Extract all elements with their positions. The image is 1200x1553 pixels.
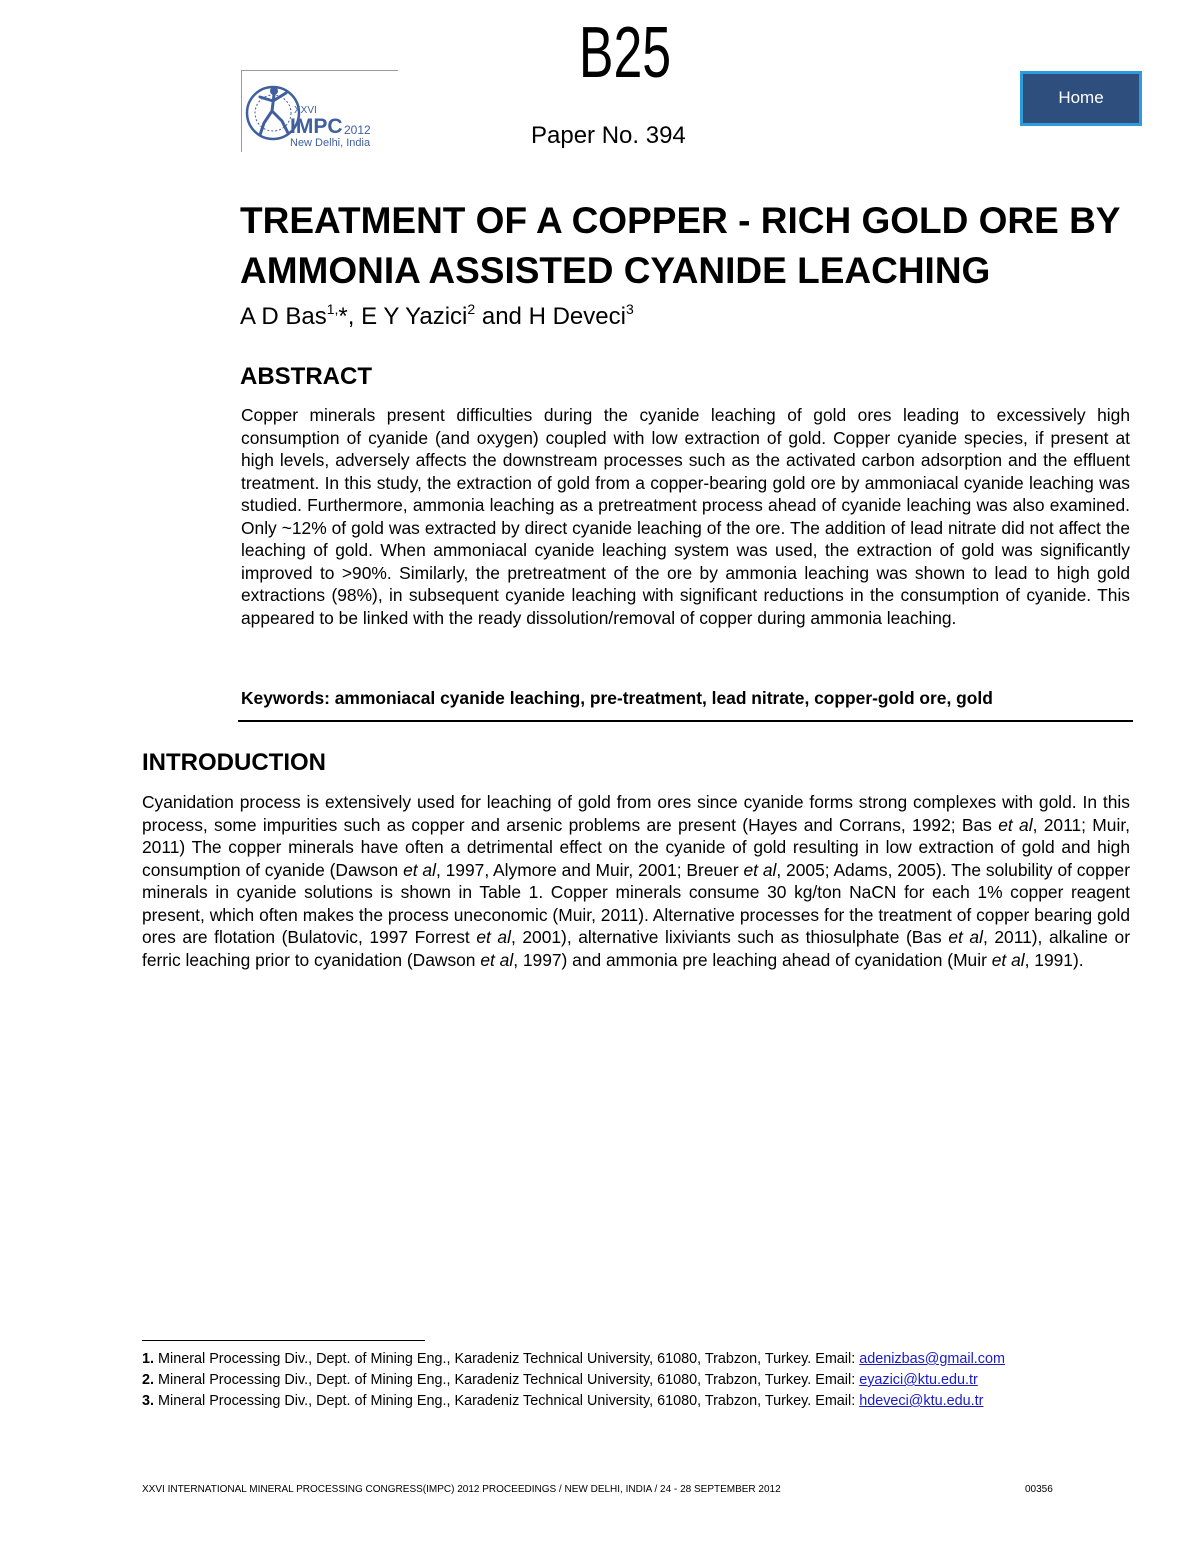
italic-citation: et al — [743, 859, 777, 880]
logo-name: IMPC — [290, 115, 343, 138]
email-link[interactable]: eyazici@ktu.edu.tr — [859, 1372, 978, 1388]
paper-number: Paper No. 394 — [531, 122, 686, 149]
logo-edition: XXVI — [294, 105, 317, 116]
paper-title: TREATMENT OF A COPPER - RICH GOLD ORE BY AMMONIA ASSISTED CYANIDE LEACHING — [240, 200, 1120, 291]
author-affiliation-mark: 1, — [326, 301, 339, 317]
author-name: H Deveci — [528, 303, 626, 330]
introduction-text — [142, 791, 1130, 971]
logo-place: New Delhi, India — [290, 137, 371, 149]
corresponding-author-mark: * — [338, 303, 348, 330]
footnote-3 — [142, 1391, 1142, 1411]
italic-citation: et al — [480, 949, 514, 970]
footnote-number: 1. — [142, 1351, 155, 1367]
text-run: Cyanidation process is extensively used for leaching of gold from ores since cyanide forms strong complexes with gold. In this process, some impurities such as copper and arsenic problems are present (Hayes and Corrans, 1992; Bas — [142, 792, 1130, 835]
author-affiliation-mark: 2 — [467, 301, 476, 317]
email-link[interactable]: adenizbas@gmail.com — [859, 1351, 1005, 1367]
section-divider — [238, 720, 1133, 722]
author-name: A D Bas — [240, 303, 327, 330]
author-name: E Y Yazici — [361, 303, 468, 330]
logo-year: 2012 — [344, 123, 371, 137]
italic-citation: et al — [998, 814, 1033, 835]
email-link[interactable]: hdeveci@ktu.edu.tr — [859, 1393, 984, 1409]
proceedings-footer: XXVI INTERNATIONAL MINERAL PROCESSING CONGRESS(IMPC) 2012 PROCEEDINGS / NEW DELHI, INDIA / 24 - 28 SEPTEMBER 2012 — [142, 1484, 781, 1495]
footnote-text: Mineral Processing Div., Dept. of Mining Eng., Karadeniz Technical University, 61080, Trabzon, Turkey. Email: — [154, 1372, 860, 1388]
impc-logo — [241, 70, 398, 152]
footnote-1 — [142, 1349, 1142, 1369]
author-affiliation-mark: 3 — [625, 301, 634, 317]
italic-citation: et al — [948, 927, 983, 947]
author-separator: , — [347, 303, 362, 330]
footnote-number: 3. — [142, 1393, 155, 1409]
footnote-number: 2. — [142, 1372, 155, 1388]
text-run: , 1997, Alymore and Muir, 2001; Breuer — [435, 859, 744, 880]
text-run: , 2011; Muir, 2011) The copper minerals have often a detrimental effect on the cyanide of gold resulting in low extraction of gold and high consumption of cyanide (Dawson — [142, 814, 1130, 880]
home-button[interactable]: Home — [1020, 71, 1142, 126]
text-run: , 1991). — [1024, 949, 1084, 970]
text-run: , 2001), alternative lixiviants such as thiosulphate (Bas — [510, 927, 949, 947]
session-code: B25 — [578, 13, 672, 93]
footnote-text: Mineral Processing Div., Dept. of Mining Eng., Karadeniz Technical University, 61080, Trabzon, Turkey. Email: — [154, 1393, 860, 1409]
italic-citation: et al — [991, 949, 1025, 970]
page-number: 00356 — [1025, 1484, 1053, 1495]
italic-citation: et al — [476, 927, 511, 947]
footnote-2 — [142, 1370, 1142, 1390]
abstract-text: Copper minerals present difficulties during the cyanide leaching of gold ores leading to excessively high consumption of cyanide (and oxygen) coupled with low extraction of gold. Copper cyanide species, if present at high levels, adversely affects the downstream processes such as the activated carbon adsorption and the effluent treatment. In this study, the extraction of gold from a copper-bearing gold ore by ammoniacal cyanide leaching was studied. Furthermore, ammonia leaching as a pretreatment process ahead of cyanide leaching was also examined. Only ~12% of gold was extracted by direct cyanide leaching of the ore. The addition of lead nitrate did not affect the leaching of gold. When ammoniacal cyanide leaching system was used, the extraction of gold was significantly improved to >90%. Similarly, the pretreatment of the ore by ammonia leaching was shown to lead to high gold extractions (98%), in subsequent cyanide leaching with significant reductions in the consumption of cyanide. This appeared to be linked with the ready dissolution/removal of copper during ammonia leaching. — [241, 405, 1130, 628]
text-run: , 2005; Adams, 2005). The solubility of copper minerals in cyanide solutions is shown in Table 1. Copper minerals consume 30 kg/ton NaCN for each 1% copper reagent present, which often makes the process uneconomic (Muir, 2011). Alternative processes for the treatment of copper bearing gold ores are flotation (Bulatovic, 1997 Forrest — [142, 859, 1130, 947]
author-separator: and — [475, 303, 529, 330]
keywords: Keywords: ammoniacal cyanide leaching, pre-treatment, lead nitrate, copper-gold ore, gold — [241, 688, 993, 708]
footnote-text: Mineral Processing Div., Dept. of Mining Eng., Karadeniz Technical University, 61080, Trabzon, Turkey. Email: — [154, 1351, 860, 1367]
abstract-heading: ABSTRACT — [240, 363, 372, 390]
footnote-divider — [142, 1340, 425, 1341]
text-run: , 1997) and ammonia pre leaching ahead of cyanidation (Muir — [513, 949, 992, 970]
italic-citation: et al — [403, 859, 436, 880]
text-run: , 2011), alkaline or ferric leaching prior to cyanidation (Dawson — [142, 927, 1130, 970]
author-list — [240, 299, 634, 335]
introduction-heading: INTRODUCTION — [142, 749, 326, 776]
